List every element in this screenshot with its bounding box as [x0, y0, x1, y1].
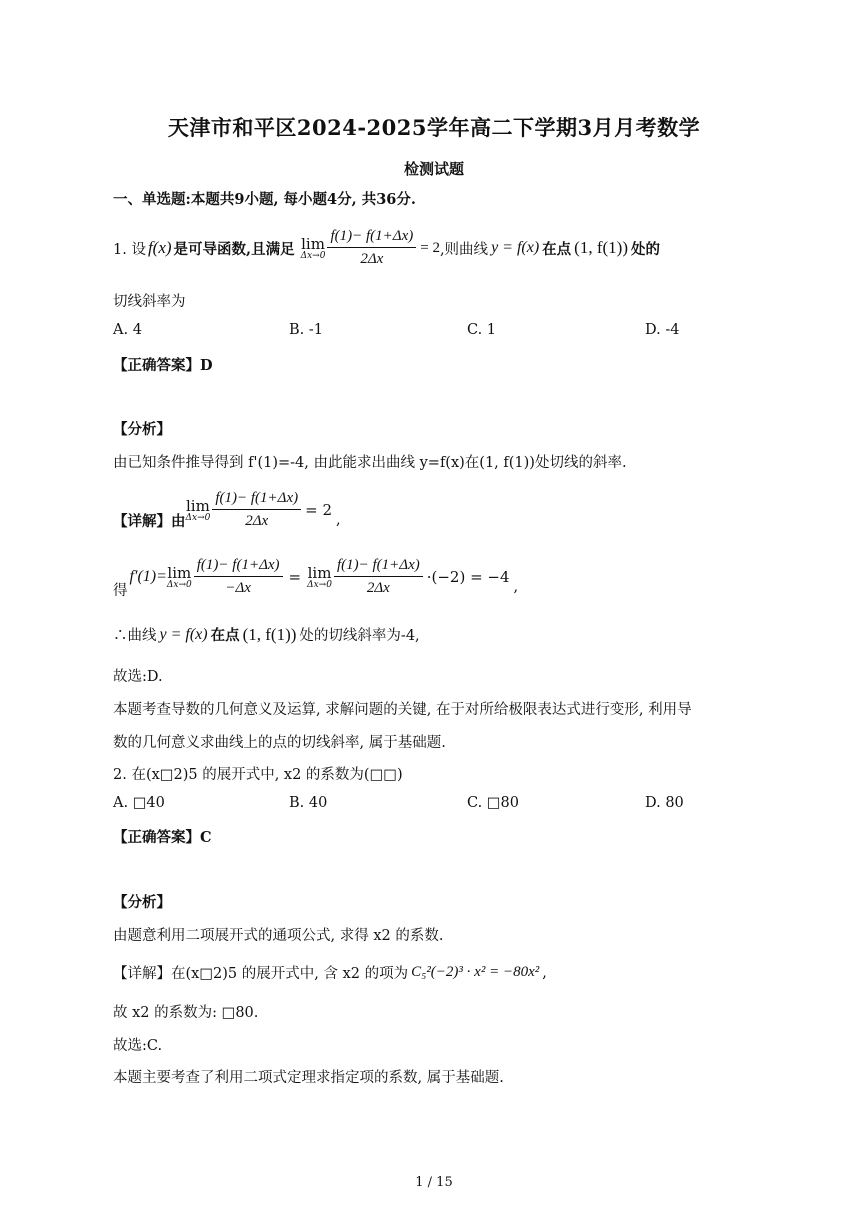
q1-derivation-num1: f(1)− f(1+Δx)	[194, 557, 283, 577]
q1-detail-denominator: 2Δx	[245, 512, 269, 529]
q1-derivation-fraction-2	[334, 557, 423, 597]
q1-answer: 【正确答案】D	[113, 357, 213, 374]
q1-text1: 是可导函数,且满足	[173, 240, 295, 258]
q1-detail-numerator: f(1)− f(1+Δx)	[212, 490, 301, 510]
q1-detail-line1	[113, 488, 341, 531]
q2-option-d: D. 80	[645, 795, 684, 811]
q1-derivation-den2: 2Δx	[366, 579, 390, 596]
q1-lim-label: lim	[301, 235, 325, 253]
q1-lim-sub: Δx→0	[300, 251, 326, 261]
q2-analysis-heading: 【分析】	[113, 894, 171, 911]
q1-numerator: f(1)− f(1+Δx)	[327, 228, 416, 248]
q1-choose: 故选:D.	[113, 669, 163, 685]
q1-detail-comma: ,	[336, 511, 341, 528]
q1-text4: 处的	[630, 240, 660, 258]
q1-derivation-limit-2	[307, 564, 332, 590]
section-heading: 一、单选题:本题共9小题, 每小题4分, 共36分.	[113, 191, 416, 208]
q2-option-b: B. 40	[289, 795, 328, 811]
q1-therefore-tail: 处的切线斜率为-4,	[299, 628, 420, 644]
page-number: 1 / 15	[415, 1175, 453, 1190]
q1-derivation-lim2-label: lim	[307, 563, 332, 582]
q2-coefficient: 故 x2 的系数为: □80.	[113, 1005, 259, 1021]
q1-text2: ,则曲线	[439, 241, 489, 258]
q1-detail-tail: = 2	[305, 500, 333, 519]
q1-fraction	[327, 228, 416, 268]
q1-detail-prefix: 【详解】由	[113, 513, 186, 530]
q2-detail-line	[113, 962, 547, 983]
q1-option-c: C. 1	[467, 322, 497, 338]
q1-derivation-comma: ,	[513, 578, 519, 595]
q1-option-b: B. -1	[289, 322, 323, 338]
q1-derivation-lim2-sub: Δx→0	[307, 579, 332, 590]
q1-derivation-lim1-sub: Δx→0	[166, 579, 192, 590]
q1-summary-line2: 数的几何意义求曲线上的点的切线斜率, 属于基础题.	[113, 735, 446, 751]
q1-curve: y = f(x)	[491, 239, 540, 256]
q1-therefore-line	[113, 624, 420, 645]
q1-derivation-prefix: 得	[113, 583, 128, 599]
q1-derivation-num2: f(1)− f(1+Δx)	[334, 557, 423, 577]
q1-derivation-fprime: f′(1)=	[129, 567, 167, 585]
q2-option-c: C. □80	[467, 795, 519, 811]
question-2-stem: 2. 在(x□2)5 的展开式中, x2 的系数为(□□)	[113, 767, 403, 783]
q1-therefore-mid: 在点	[210, 627, 240, 644]
q1-detail-lim-sub: Δx→0	[185, 512, 211, 523]
q1-derivation-end: ·(−2) = −4	[426, 567, 510, 586]
q2-summary: 本题主要考查了利用二项式定理求指定项的系数, 属于基础题.	[113, 1070, 504, 1086]
q1-option-a: A. 4	[113, 322, 142, 338]
q1-therefore-curve: y = f(x)	[159, 625, 208, 643]
q1-option-d: D. -4	[645, 322, 680, 338]
q1-therefore-point: (1, f(1))	[242, 624, 297, 644]
q1-fx: f(x)	[147, 238, 172, 257]
q1-prefix: 1. 设	[113, 241, 146, 258]
q1-therefore-prefix: ∴曲线	[113, 628, 157, 644]
document-title: 天津市和平区2024-2025学年高二下学期3月月考数学	[167, 115, 701, 140]
q2-detail-comma: ,	[542, 964, 547, 981]
q1-limit	[301, 235, 326, 261]
q2-option-a: A. □40	[113, 795, 165, 811]
q2-answer: 【正确答案】C	[113, 829, 212, 846]
q1-text3: 在点	[542, 240, 572, 258]
q1-analysis-text: 由已知条件推导得到 f'(1)=-4, 由此能求出曲线 y=f(x)在(1, f(1))处切线的斜率.	[113, 455, 627, 471]
q1-derivation-den1: −Δx	[225, 579, 251, 596]
q1-derivation-limit-1	[167, 564, 192, 590]
document-subtitle: 检测试题	[403, 160, 464, 178]
q1-stem-line2: 切线斜率为	[113, 294, 186, 310]
q1-derivation-fraction-1	[194, 557, 283, 597]
q1-detail-lim-label: lim	[186, 496, 210, 515]
q1-analysis-heading: 【分析】	[113, 421, 171, 438]
q1-summary-line1: 本题考查导数的几何意义及运算, 求解问题的关键, 在于对所给极限表达式进行变形, 利用导	[113, 702, 692, 718]
q1-detail-fraction	[212, 490, 301, 530]
q2-choose: 故选:C.	[113, 1038, 163, 1054]
q1-derivation-line	[113, 553, 518, 600]
q1-point: (1, f(1))	[574, 238, 628, 257]
q2-detail-prefix: 【详解】在(x□2)5 的展开式中, 含 x2 的项为	[113, 966, 409, 982]
q1-derivation-equals: =	[288, 567, 302, 586]
q1-detail-limit	[186, 497, 211, 523]
q1-eq: = 2	[420, 239, 440, 256]
question-1-stem	[113, 228, 660, 268]
q1-derivation-lim1-label: lim	[167, 563, 192, 582]
q2-analysis-text: 由题意利用二项展开式的通项公式, 求得 x2 的系数.	[113, 928, 444, 944]
q2-detail-math: C₅²(−2)³ · x² = −80x²	[411, 964, 540, 980]
q1-denominator: 2Δx	[360, 251, 384, 267]
